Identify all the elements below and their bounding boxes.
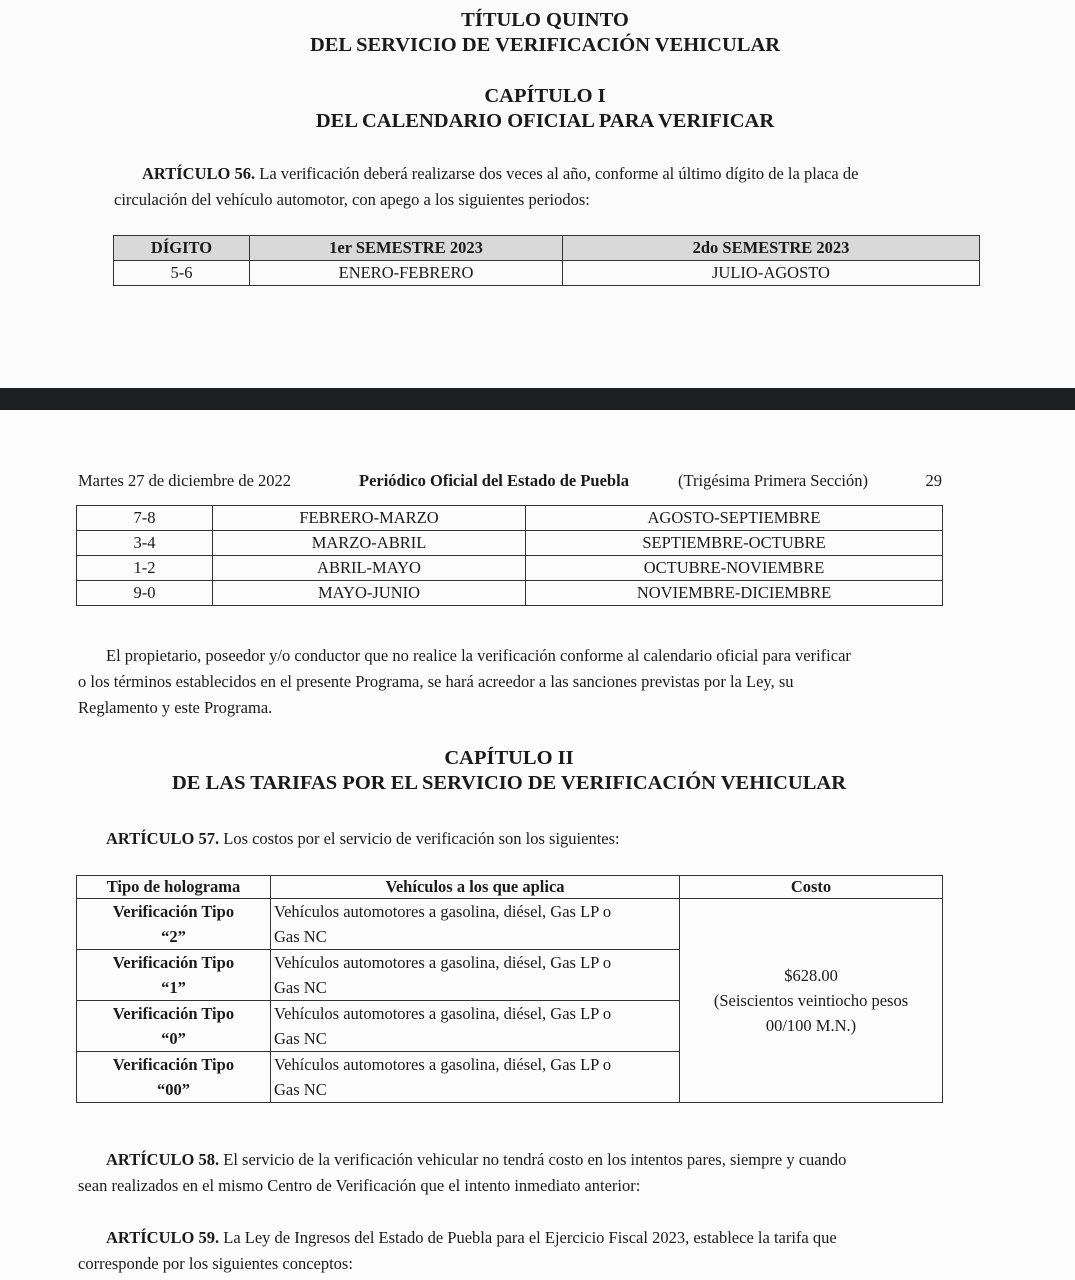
tipo-line1: Verificación Tipo <box>112 1055 235 1074</box>
cell-semestre-2: OCTUBRE-NOVIEMBRE <box>526 556 943 581</box>
articulo-58-line1: El servicio de la verificación vehicular no tendrá costo en los intentos pares, siempre y cuando <box>219 1150 847 1169</box>
costo-amount: $628.00 <box>784 966 838 985</box>
tipo-line1: Verificación Tipo <box>112 953 235 972</box>
cell-semestre-1: ENERO-FEBRERO <box>250 261 563 286</box>
header-costo: Costo <box>680 876 943 899</box>
articulo-59-line1: La Ley de Ingresos del Estado de Puebla para el Ejercicio Fiscal 2023, establece la tarifa que <box>219 1228 837 1247</box>
cell-tipo <box>77 899 271 950</box>
calendar-header-row <box>114 236 980 261</box>
articulo-56-paragraph <box>114 161 978 212</box>
veh-line2: Gas NC <box>274 1029 327 1048</box>
header-vehiculos: Vehículos a los que aplica <box>271 876 680 899</box>
articulo-58-line2: sean realizados en el mismo Centro de Verificación que el intento inmediato anterior: <box>78 1176 641 1195</box>
cell-digito: 3-4 <box>77 531 213 556</box>
cell-semestre-1: MARZO-ABRIL <box>213 531 526 556</box>
page-29 <box>0 410 1075 1280</box>
header-publication: Periódico Oficial del Estado de Puebla <box>359 471 629 490</box>
articulo-59-label: ARTÍCULO 59. <box>106 1228 220 1247</box>
cell-vehiculos <box>271 1052 680 1103</box>
cell-digito: 5-6 <box>114 261 250 286</box>
cell-semestre-1: ABRIL-MAYO <box>213 556 526 581</box>
tipo-line2: “1” <box>161 978 186 997</box>
costo-words-line1: (Seiscientos veintiocho pesos <box>713 991 909 1010</box>
sanciones-line2: o los términos establecidos en el presente Programa, se hará acreedor a las sanciones previstas por la Ley, su <box>78 672 794 691</box>
articulo-58-label: ARTÍCULO 58. <box>106 1150 220 1169</box>
calendar-table-part1 <box>113 235 980 286</box>
veh-line2: Gas NC <box>274 927 327 946</box>
calendar-table-part2 <box>76 505 943 606</box>
table-row <box>77 531 943 556</box>
header-tipo-holograma: Tipo de holograma <box>77 876 271 899</box>
tarifas-header-row <box>77 876 943 899</box>
capitulo-i-subheading: DEL CALENDARIO OFICIAL PARA VERIFICAR <box>315 110 775 132</box>
sanciones-paragraph <box>78 643 942 721</box>
cell-semestre-2: NOVIEMBRE-DICIEMBRE <box>526 581 943 606</box>
page-header <box>78 468 942 490</box>
cell-tipo <box>77 1001 271 1052</box>
cell-tipo <box>77 1052 271 1103</box>
titulo-subheading: DEL SERVICIO DE VERIFICACIÓN VEHICULAR <box>309 34 781 56</box>
sanciones-line3: Reglamento y este Programa. <box>78 698 273 717</box>
cell-semestre-1: MAYO-JUNIO <box>213 581 526 606</box>
articulo-56-line1: La verificación deberá realizarse dos veces al año, conforme al último dígito de la placa de <box>255 164 859 183</box>
cell-vehiculos <box>271 899 680 950</box>
table-row <box>114 261 980 286</box>
cell-semestre-1: FEBRERO-MARZO <box>213 506 526 531</box>
cell-digito: 1-2 <box>77 556 213 581</box>
articulo-56-label: ARTÍCULO 56. <box>142 164 256 183</box>
articulo-58-paragraph <box>78 1147 942 1199</box>
header-digito: DÍGITO <box>114 236 250 261</box>
table-row <box>77 556 943 581</box>
capitulo-i-heading: CAPÍTULO I <box>484 85 606 107</box>
tarifas-table <box>76 875 943 1103</box>
veh-line1: Vehículos automotores a gasolina, diésel, Gas LP o <box>274 902 612 921</box>
header-semestre-2: 2do SEMESTRE 2023 <box>563 236 980 261</box>
cell-semestre-2: AGOSTO-SEPTIEMBRE <box>526 506 943 531</box>
capitulo-ii-subheading: DE LAS TARIFAS POR EL SERVICIO DE VERIFICACIÓN VEHICULAR <box>171 772 847 794</box>
articulo-59-paragraph <box>78 1225 942 1277</box>
tipo-line2: “2” <box>161 927 186 946</box>
cell-vehiculos <box>271 950 680 1001</box>
veh-line1: Vehículos automotores a gasolina, diésel, Gas LP o <box>274 953 612 972</box>
cell-vehiculos <box>271 1001 680 1052</box>
cell-costo <box>680 899 943 1103</box>
header-section: (Trigésima Primera Sección) <box>678 471 869 490</box>
cell-semestre-2: SEPTIEMBRE-OCTUBRE <box>526 531 943 556</box>
articulo-57-paragraph <box>78 826 942 852</box>
capitulo-ii-heading: CAPÍTULO II <box>444 747 574 769</box>
articulo-59-line2: corresponde por los siguientes conceptos: <box>78 1254 353 1273</box>
cell-digito: 7-8 <box>77 506 213 531</box>
header-page-number: 29 <box>925 471 942 490</box>
veh-line1: Vehículos automotores a gasolina, diésel, Gas LP o <box>274 1055 612 1074</box>
veh-line1: Vehículos automotores a gasolina, diésel, Gas LP o <box>274 1004 612 1023</box>
titulo-heading: TÍTULO QUINTO <box>461 9 629 31</box>
tipo-line1: Verificación Tipo <box>112 902 235 921</box>
tipo-line1: Verificación Tipo <box>112 1004 235 1023</box>
articulo-56-line2: circulación del vehículo automotor, con apego a los siguientes periodos: <box>114 189 590 209</box>
cell-tipo <box>77 950 271 1001</box>
table-row <box>77 899 943 950</box>
table-row <box>77 506 943 531</box>
table-row <box>77 581 943 606</box>
veh-line2: Gas NC <box>274 978 327 997</box>
tipo-line2: “0” <box>161 1029 186 1048</box>
articulo-57-label: ARTÍCULO 57. <box>106 829 220 848</box>
articulo-57-text: Los costos por el servicio de verificación son los siguientes: <box>219 829 620 848</box>
header-semestre-1: 1er SEMESTRE 2023 <box>250 236 563 261</box>
page-top-fragment <box>0 0 1075 388</box>
cell-semestre-2: JULIO-AGOSTO <box>563 261 980 286</box>
sanciones-line1: El propietario, poseedor y/o conductor que no realice la verificación conforme al calendario oficial para verificar <box>106 646 851 665</box>
header-date: Martes 27 de diciembre de 2022 <box>78 471 292 490</box>
costo-words-line2: 00/100 M.N.) <box>765 1016 857 1035</box>
veh-line2: Gas NC <box>274 1080 327 1099</box>
page-separator-band <box>0 388 1075 410</box>
cell-digito: 9-0 <box>77 581 213 606</box>
tipo-line2: “00” <box>157 1080 190 1099</box>
